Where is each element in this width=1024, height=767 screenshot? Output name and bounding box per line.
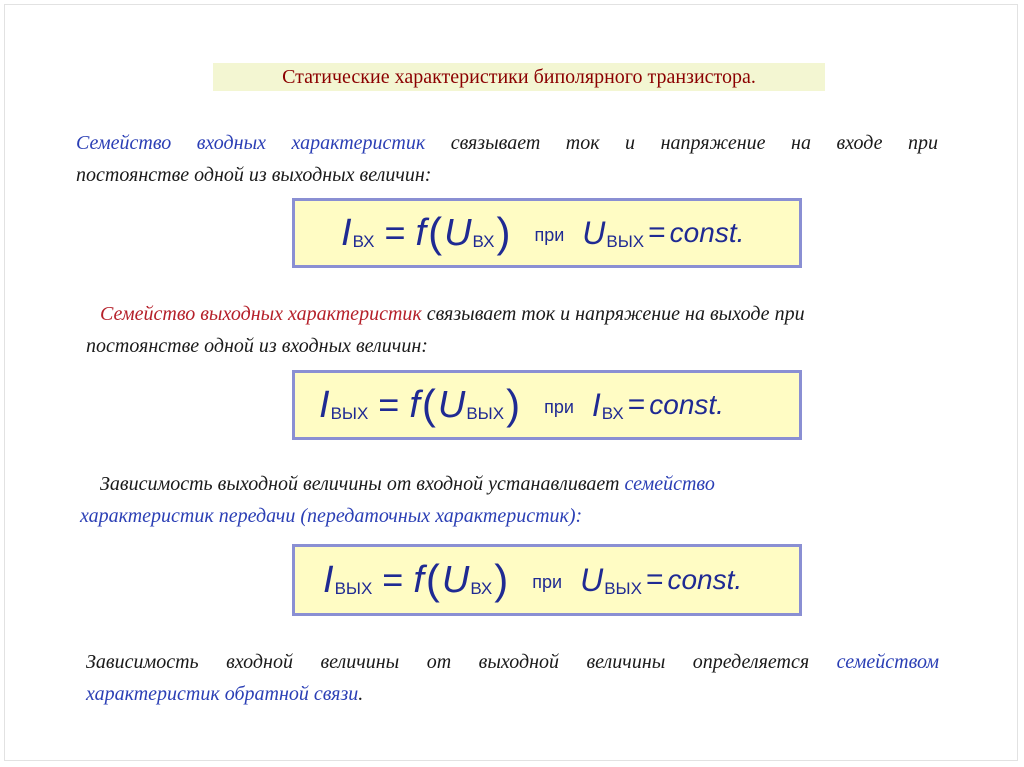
formula-subscript: ВЫХ [334,579,373,598]
formula-subscript: ВХ [601,404,624,423]
formula-symbol: I [591,387,601,423]
paragraph-line [80,468,940,500]
formula-transfer-characteristics [292,544,802,616]
formula-subscript: ВЫХ [606,232,645,251]
paragraph-text: . [358,683,364,705]
formula-paren-open: ( [428,209,443,256]
formula-equals: = [627,388,646,421]
formula-const: const. [667,564,743,595]
formula-symbol: U [441,559,470,601]
formula-subscript: ВХ [470,579,493,598]
paragraph-line: постоянстве одной из входных величин: [86,335,428,357]
formula-function: f [409,384,420,426]
term-transfer-family-cont: характеристик передачи (передаточных характеристик): [80,505,583,527]
formula-paren-close: ) [506,381,521,428]
term-input-family: Семейство входных характеристик [76,132,426,154]
paragraph-text: связывает ток и напряжение на выходе при [426,303,805,325]
paragraph-line: постоянстве одной из выходных величин: [76,164,432,186]
title-banner [213,63,825,91]
formula-const: const. [649,389,724,420]
formula-paren-open: ( [421,381,436,428]
formula-output-characteristics [292,370,802,440]
formula-subscript: ВХ [352,232,375,251]
paragraph-input-characteristics [76,127,938,191]
paragraph-text: Зависимость выходной величины от входной устанавливает [100,473,620,495]
formula-subscript: ВХ [472,232,495,251]
paragraph-feedback-characteristics [86,646,939,710]
formula-symbol: I [323,559,334,601]
formula-symbol: U [580,562,604,598]
paragraph-line [86,646,939,678]
formula-input-characteristics [292,198,802,268]
formula-equals: = [382,559,404,600]
formula-symbol: U [582,215,606,251]
paragraph-line [86,298,946,330]
page-title: Статические характеристики биполярного транзистора. [282,65,756,88]
formula-const: const. [669,217,745,248]
formula-function: f [415,212,427,254]
formula-symbol: U [437,384,466,426]
formula-paren-open: ( [425,556,440,603]
formula-symbol: U [444,212,472,254]
formula-subscript: ВЫХ [604,579,642,598]
formula-symbol: I [341,212,352,254]
formula-paren-close: ) [496,209,511,256]
formula-equals: = [648,216,666,249]
paragraph-line [86,678,939,710]
paragraph-output-characteristics [86,298,946,362]
paragraph-text: Зависимость входной величины от выходной величины определяется [86,651,810,673]
formula-equals: = [378,384,400,425]
formula-condition-word: при [532,571,563,592]
paragraph-text: связывает ток и напряжение на входе при [450,132,938,154]
formula-condition-word: при [544,396,574,417]
paragraph-line [76,127,938,159]
formula-symbol: I [319,384,330,426]
term-feedback-family-cont: характеристик обратной связи [86,683,359,705]
formula-equals: = [645,563,664,596]
term-output-family: Семейство выходных характеристик [100,303,422,325]
formula-function: f [413,559,424,601]
term-transfer-family: семейство [624,473,715,495]
formula-paren-close: ) [494,556,509,603]
formula-subscript: ВЫХ [466,404,505,423]
paragraph-transfer-characteristics [80,468,940,532]
formula-subscript: ВЫХ [330,404,369,423]
formula-condition-word: при [534,224,565,245]
term-feedback-family: семейством [836,651,939,673]
formula-equals: = [384,212,406,253]
